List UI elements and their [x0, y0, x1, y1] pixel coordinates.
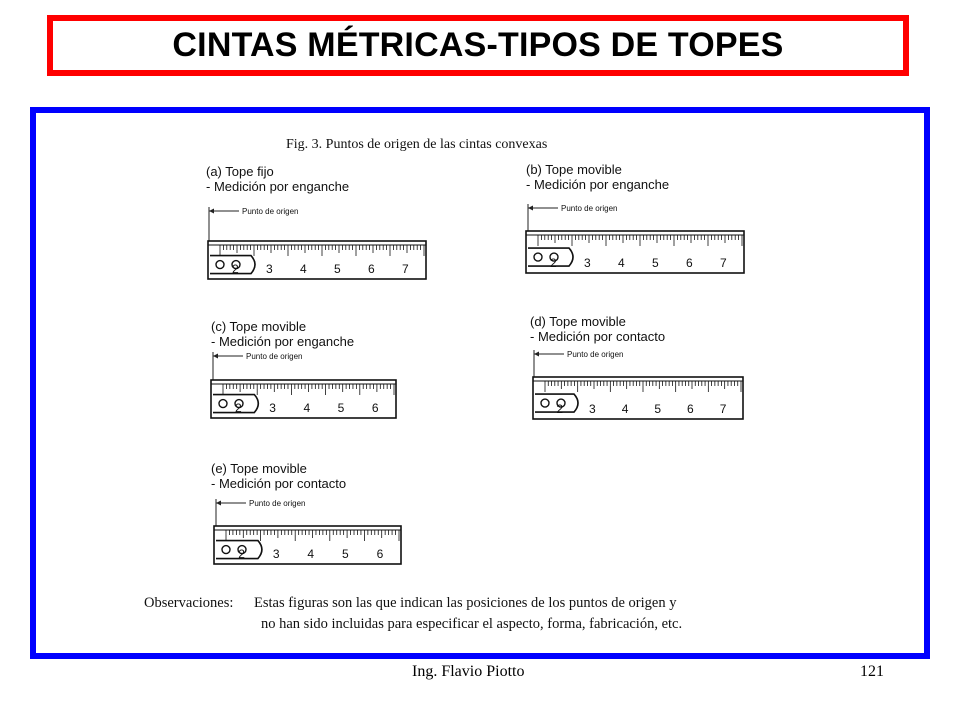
observations — [144, 595, 682, 632]
tape-number: 5 — [651, 256, 659, 270]
tape-number: 5 — [654, 402, 662, 416]
origin-arrowhead — [216, 501, 221, 506]
tape-number: 3 — [272, 547, 280, 561]
panel-b — [526, 162, 744, 273]
tape-number: 2 — [556, 402, 564, 416]
tape-number: 6 — [367, 262, 375, 276]
observations-line-2: no han sido incluidas para especificar el aspecto, forma, fabricación, etc. — [261, 616, 683, 632]
origin-label: Punto de origen — [246, 352, 303, 361]
panel-e — [211, 461, 401, 564]
tape-number: 3 — [583, 256, 591, 270]
tape-number: 4 — [299, 262, 307, 276]
tape-e — [214, 499, 401, 564]
origin-label: Punto de origen — [242, 207, 299, 216]
origin-label: Punto de origen — [561, 204, 618, 213]
title-box — [47, 15, 909, 76]
tape-number: 2 — [235, 401, 242, 415]
origin-arrowhead — [209, 209, 214, 214]
panel-a — [206, 164, 426, 279]
tape-measure-figure — [36, 113, 924, 653]
panel-b-label: (b) Tope movible — [526, 162, 622, 177]
panel-c-label: (c) Tope movible — [211, 319, 307, 334]
page-number: 121 — [860, 663, 884, 680]
tape-number: 7 — [719, 402, 727, 416]
tape-number: 2 — [238, 547, 245, 561]
panel-d-label: (d) Tope movible — [530, 314, 626, 329]
tape-number: 5 — [337, 401, 345, 415]
origin-arrowhead — [213, 354, 218, 359]
panel-c — [211, 319, 396, 418]
observations-line-1: Estas figuras son las que indican las posiciones de los puntos de origen y — [254, 595, 677, 611]
tape-number: 3 — [269, 401, 276, 415]
footer-author: Ing. Flavio Piotto — [412, 663, 525, 680]
slide-title: CINTAS MÉTRICAS-TIPOS DE TOPES — [172, 26, 784, 64]
panel-e-sub: - Medición por contacto — [211, 476, 347, 491]
tape-number: 3 — [589, 402, 596, 416]
tape-number: 5 — [342, 547, 349, 561]
tape-number: 2 — [549, 256, 557, 270]
tape-c — [211, 352, 396, 418]
panel-a-sub: - Medición por enganche — [206, 179, 350, 194]
tape-number: 5 — [333, 262, 341, 276]
origin-label: Punto de origen — [567, 350, 624, 359]
tape-number: 6 — [685, 256, 693, 270]
tape-number: 3 — [265, 262, 273, 276]
tape-number: 4 — [303, 401, 311, 415]
tape-number: 2 — [231, 262, 239, 276]
figure-frame — [30, 107, 930, 659]
origin-arrowhead — [534, 352, 539, 357]
tape-d — [533, 350, 743, 419]
panel-d — [530, 314, 743, 419]
tape-number: 7 — [719, 256, 727, 270]
tape-number: 4 — [307, 547, 315, 561]
tape-number: 7 — [401, 262, 409, 276]
tape-number: 4 — [617, 256, 625, 270]
panel-c-sub: - Medición por enganche — [211, 334, 355, 349]
panel-a-label: (a) Tope fijo — [206, 164, 274, 179]
origin-label: Punto de origen — [249, 499, 306, 508]
figure-caption: Fig. 3. Puntos de origen de las cintas convexas — [286, 137, 548, 152]
panel-d-sub: - Medición por contacto — [530, 329, 666, 344]
panel-b-sub: - Medición por enganche — [526, 177, 670, 192]
tape-number: 6 — [687, 402, 694, 416]
panel-e-label: (e) Tope movible — [211, 461, 307, 476]
observations-label: Observaciones: — [144, 595, 234, 611]
tape-b — [526, 204, 744, 273]
tape-number: 6 — [371, 401, 379, 415]
tape-a — [208, 207, 426, 279]
origin-arrowhead — [528, 206, 533, 211]
tape-number: 6 — [376, 547, 384, 561]
tape-number: 4 — [621, 402, 629, 416]
